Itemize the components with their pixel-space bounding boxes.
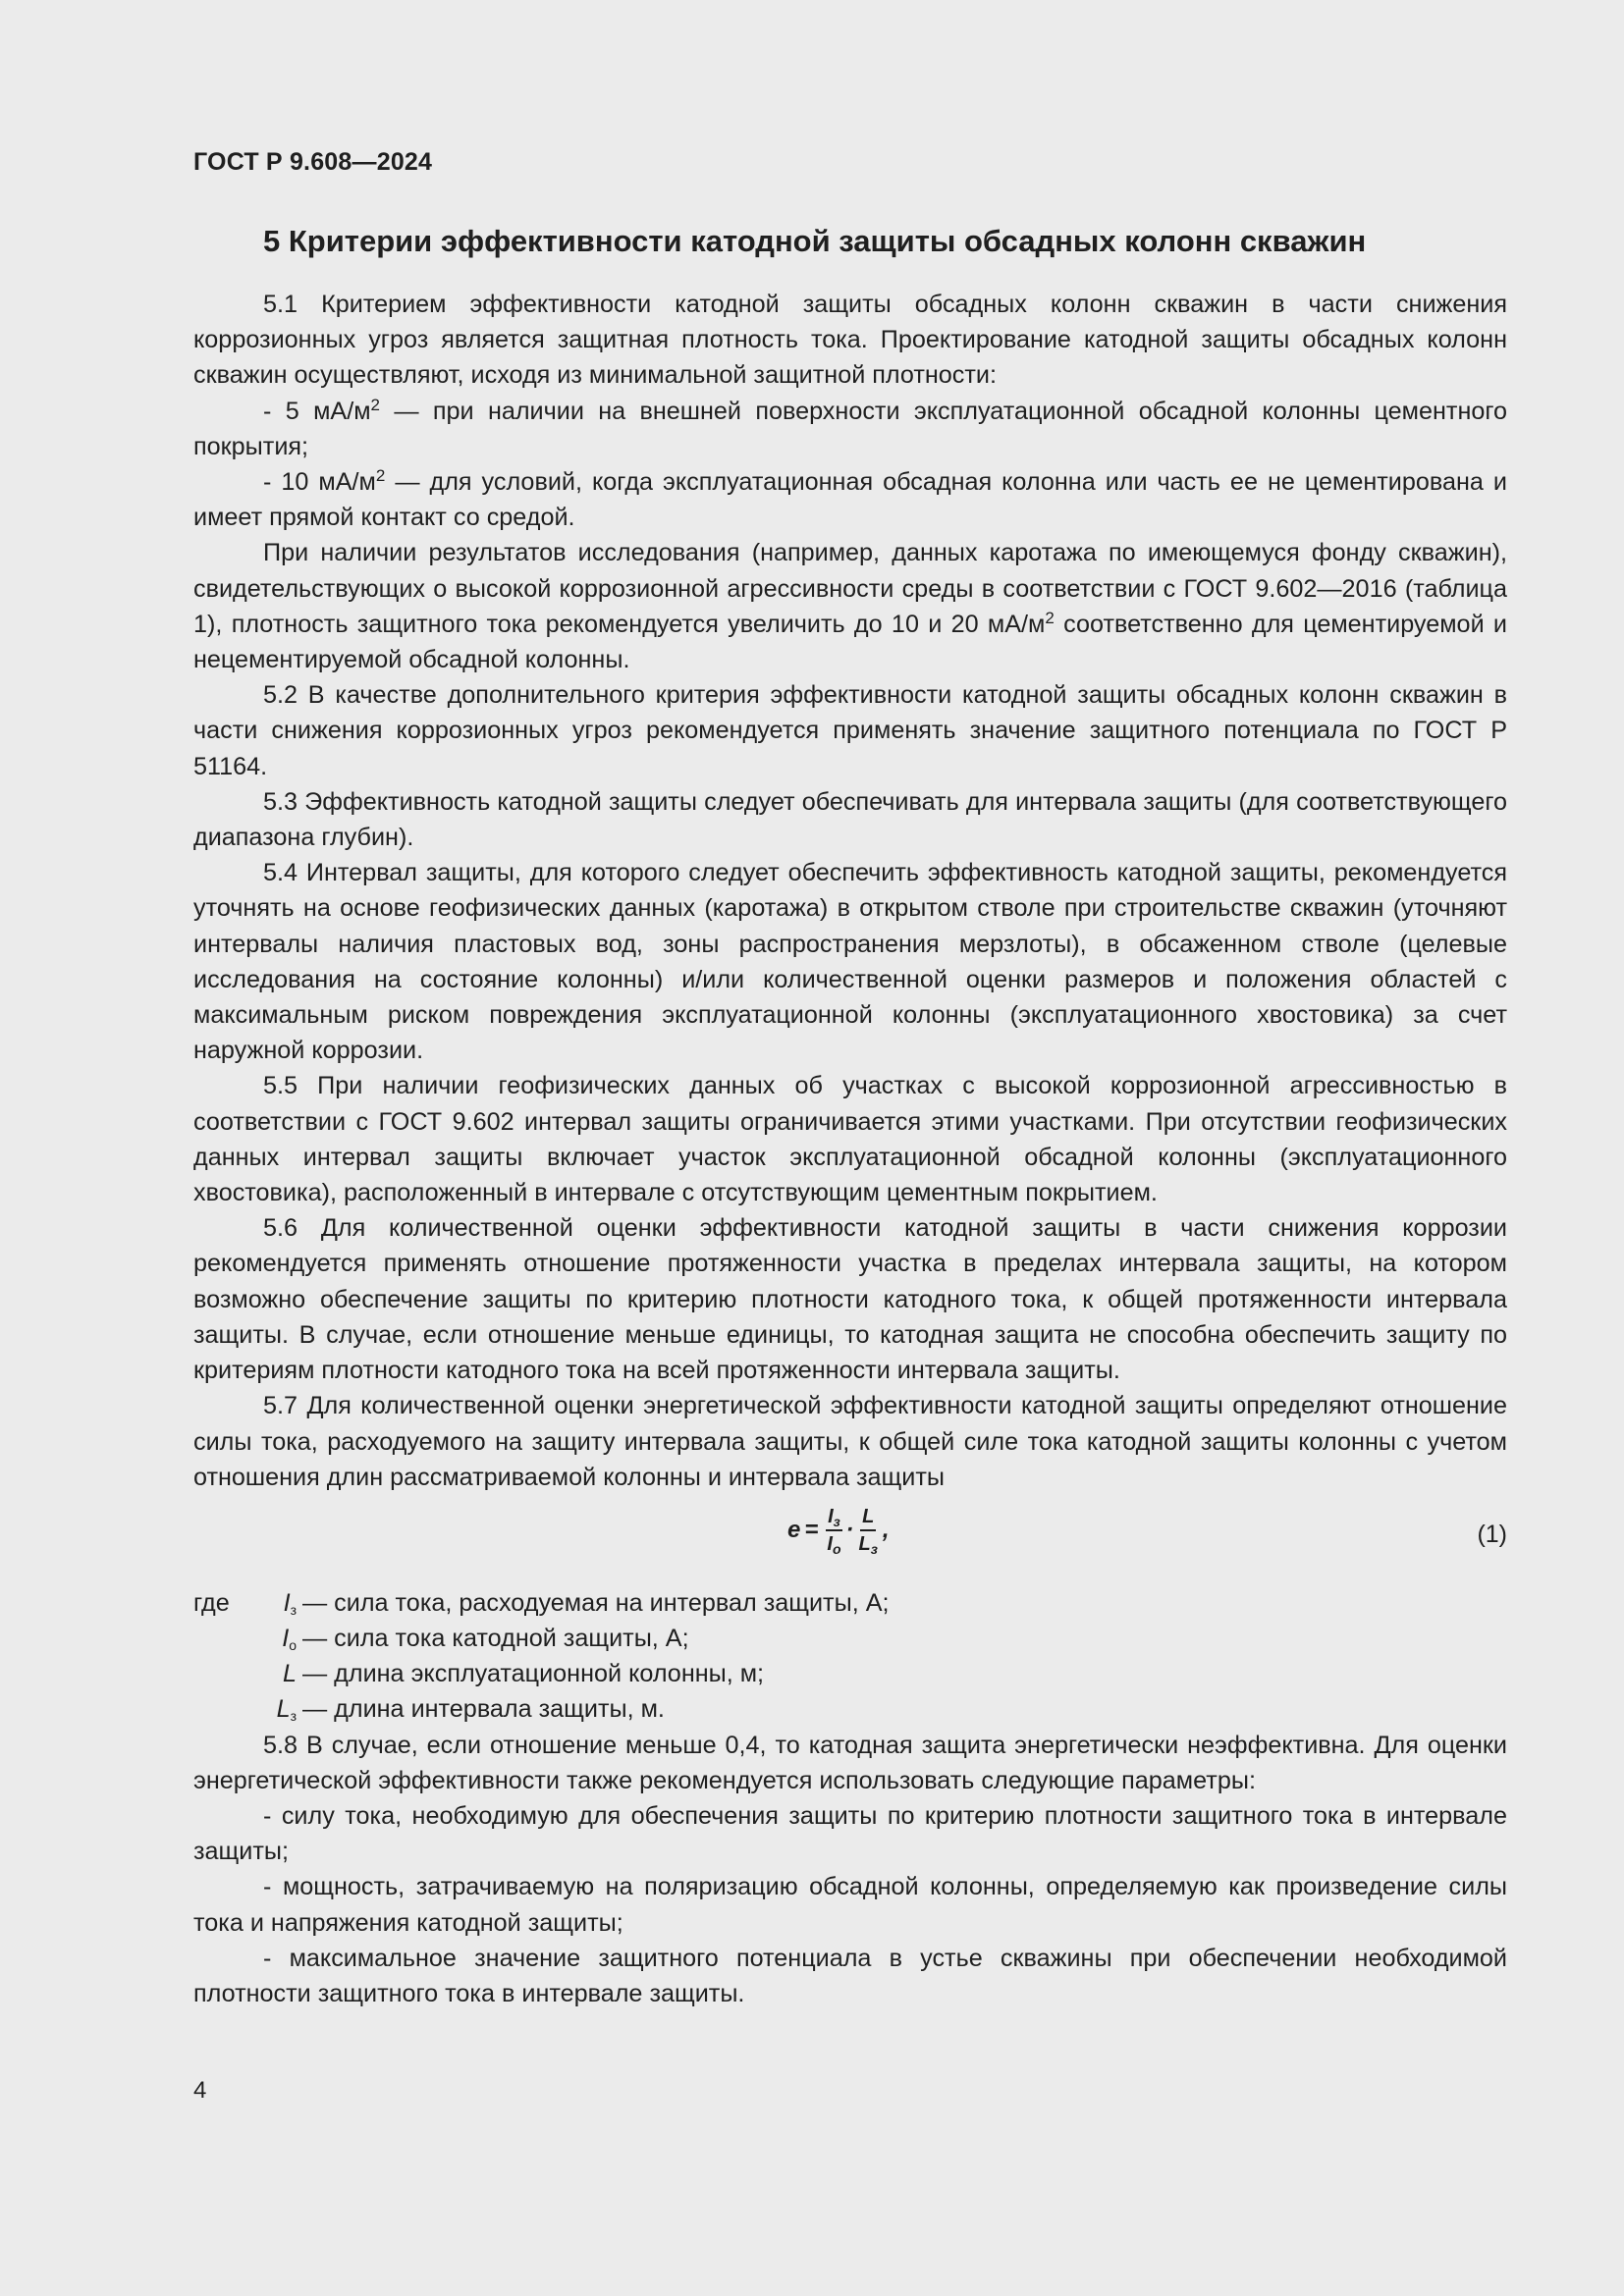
document-id: ГОСТ Р 9.608—2024 <box>193 148 433 176</box>
section-title: 5 Критерии эффективности катодной защиты обсадных колонн скважин <box>263 224 1367 258</box>
paragraph-5-7: 5.7 Для количественной оценки энергетической эффективности катодной защиты определяют отношение силы тока, расходуемого на защиту интервала защиты, к общей силе тока катодной защиты колонны с учетом отношения длин рассматриваемой колонны и интервала защиты <box>193 1392 1507 1491</box>
bullet-potential: - максимальное значение защитного потенциала в устье скважины при обеспечении необходимой плотности защитного тока в интервале защиты. <box>193 1944 1507 2008</box>
definition-row: $I_о$ — сила тока катодной защиты, А; <box>193 1621 1507 1656</box>
fraction-length-numerator: L <box>860 1505 876 1531</box>
bullet-current: - силу тока, необходимую для обеспечения защиты по критерию плотности защитного тока в интервале защиты; <box>193 1802 1507 1866</box>
equation-number: (1) <box>1477 1520 1507 1548</box>
paragraph-5-2: 5.2 В качестве дополнительного критерия эффективности катодной защиты обсадных колонн скважин в части снижения коррозионных угроз рекомендуется применять значение защитного потенциала по ГОСТ Р 51164. <box>193 681 1507 780</box>
definition-row: где $I_з$ — сила тока, расходуемая на интервал защиты, А; <box>193 1585 1507 1621</box>
paragraph-5-5: 5.5 При наличии геофизических данных об участках с высокой коррозионной агрессивностью в соответствии с ГОСТ 9.602 интервал защиты ограничивается этими участками. При отсутствии геофизических данных интервал защиты включает участок эксплуатационной обсадной колонны (эксплуатационного хвостовика), расположенный в интервале с отсутствующим цементным покрытием. <box>193 1072 1507 1207</box>
bullet-10ma: - 10 $мА/м^2$ — для условий, когда эксплуатационная обсадная колонна или часть ее не цементирована и имеет прямой контакт со средой. <box>193 466 1507 532</box>
fraction-current-numerator: $I_з$ <box>828 1505 840 1529</box>
bullet-5ma: - 5 $мА/м^2$ — при наличии на внешней поверхности эксплуатационной обсадной колонны цементного покрытия; <box>193 395 1508 460</box>
formula-lhs: e <box>787 1516 801 1543</box>
formula-block <box>193 1499 1507 1585</box>
paragraph-5-3: 5.3 Эффективность катодной защиты следует обеспечивать для интервала защиты (для соответствующего диапазона глубин). <box>193 787 1507 852</box>
fraction-length-denominator: $L_з$ <box>858 1532 878 1557</box>
document-body <box>193 287 1507 2011</box>
fraction-current <box>825 1505 842 1556</box>
formula-trailing-comma: , <box>882 1516 890 1543</box>
fraction-current-denominator: $I_о$ <box>827 1532 841 1557</box>
definitions-list <box>193 1585 1507 1728</box>
fraction-length <box>857 1505 880 1556</box>
definition-symbol: L <box>282 1660 297 1688</box>
formula-equals: = <box>804 1516 819 1543</box>
paragraph-research: При наличии результатов исследования (например, данных каротажа по имеющемуся фонду скважин), свидетельствующих о высокой коррозионной агрессивности среды в соответствии с ГОСТ 9.602—2016 (таблица 1), плотность защитного тока рекомендуется увеличить до 10 и 20 $мА/м^2$ соответственно для цементируемой и нецементируемой обсадной колонны. <box>193 539 1507 674</box>
bullet-power: - мощность, затрачиваемую на поляризацию обсадной колонны, определяемую как произведение силы тока и напряжения катодной защиты; <box>193 1873 1507 1937</box>
definition-symbol: $L_з$ <box>276 1695 297 1725</box>
definition-symbol: $I_о$ <box>282 1625 297 1654</box>
paragraph-5-8: 5.8 В случае, если отношение меньше 0,4, то катодная защита энергетически неэффективна. Для оценки энергетической эффективности также рекомендуется использовать следующие параметры: <box>193 1731 1507 1794</box>
definition-row: L — длина эксплуатационной колонны, м; <box>193 1656 1507 1691</box>
page-number: 4 <box>193 2077 207 2104</box>
definition-symbol: $I_з$ <box>283 1588 297 1618</box>
formula-dot: · <box>845 1516 854 1543</box>
definition-row: $L_з$ — длина интервала защиты, м. <box>193 1691 1507 1727</box>
paragraph-5-1: 5.1 Критерием эффективности катодной защиты обсадных колонн скважин в части снижения коррозионных угроз является защитная плотность тока. Проектирование катодной защиты обсадных колонн скважин осуществляют, исходя из минимальной защитной плотности: <box>193 291 1507 390</box>
paragraph-5-6: 5.6 Для количественной оценки эффективности катодной защиты в части снижения коррозии рекомендуется применять отношение протяженности участка в пределах интервала защиты, на котором возможно обеспечение защиты по критерию плотности катодного тока, к общей протяженности интервала защиты. В случае, если отношение меньше единицы, то катодная защита не способна обеспечить защиту по критериям плотности катодного тока на всей протяженности интервала защиты. <box>193 1214 1507 1385</box>
formula-1 <box>787 1505 890 1556</box>
paragraph-5-4: 5.4 Интервал защиты, для которого следует обеспечить эффективность катодной защиты, рекомендуется уточнять на основе геофизических данных (каротажа) в открытом стволе при строительстве скважин (уточняют интервалы наличия пластовых вод, зоны распространения мерзлоты), в обсаженном стволе (целевые исследования на состояние колонны) и/или количественной оценки размеров и положения областей с максимальным риском повреждения эксплуатационной колонны (эксплуатационного хвостовика) за счет наружной коррозии. <box>193 859 1507 1065</box>
